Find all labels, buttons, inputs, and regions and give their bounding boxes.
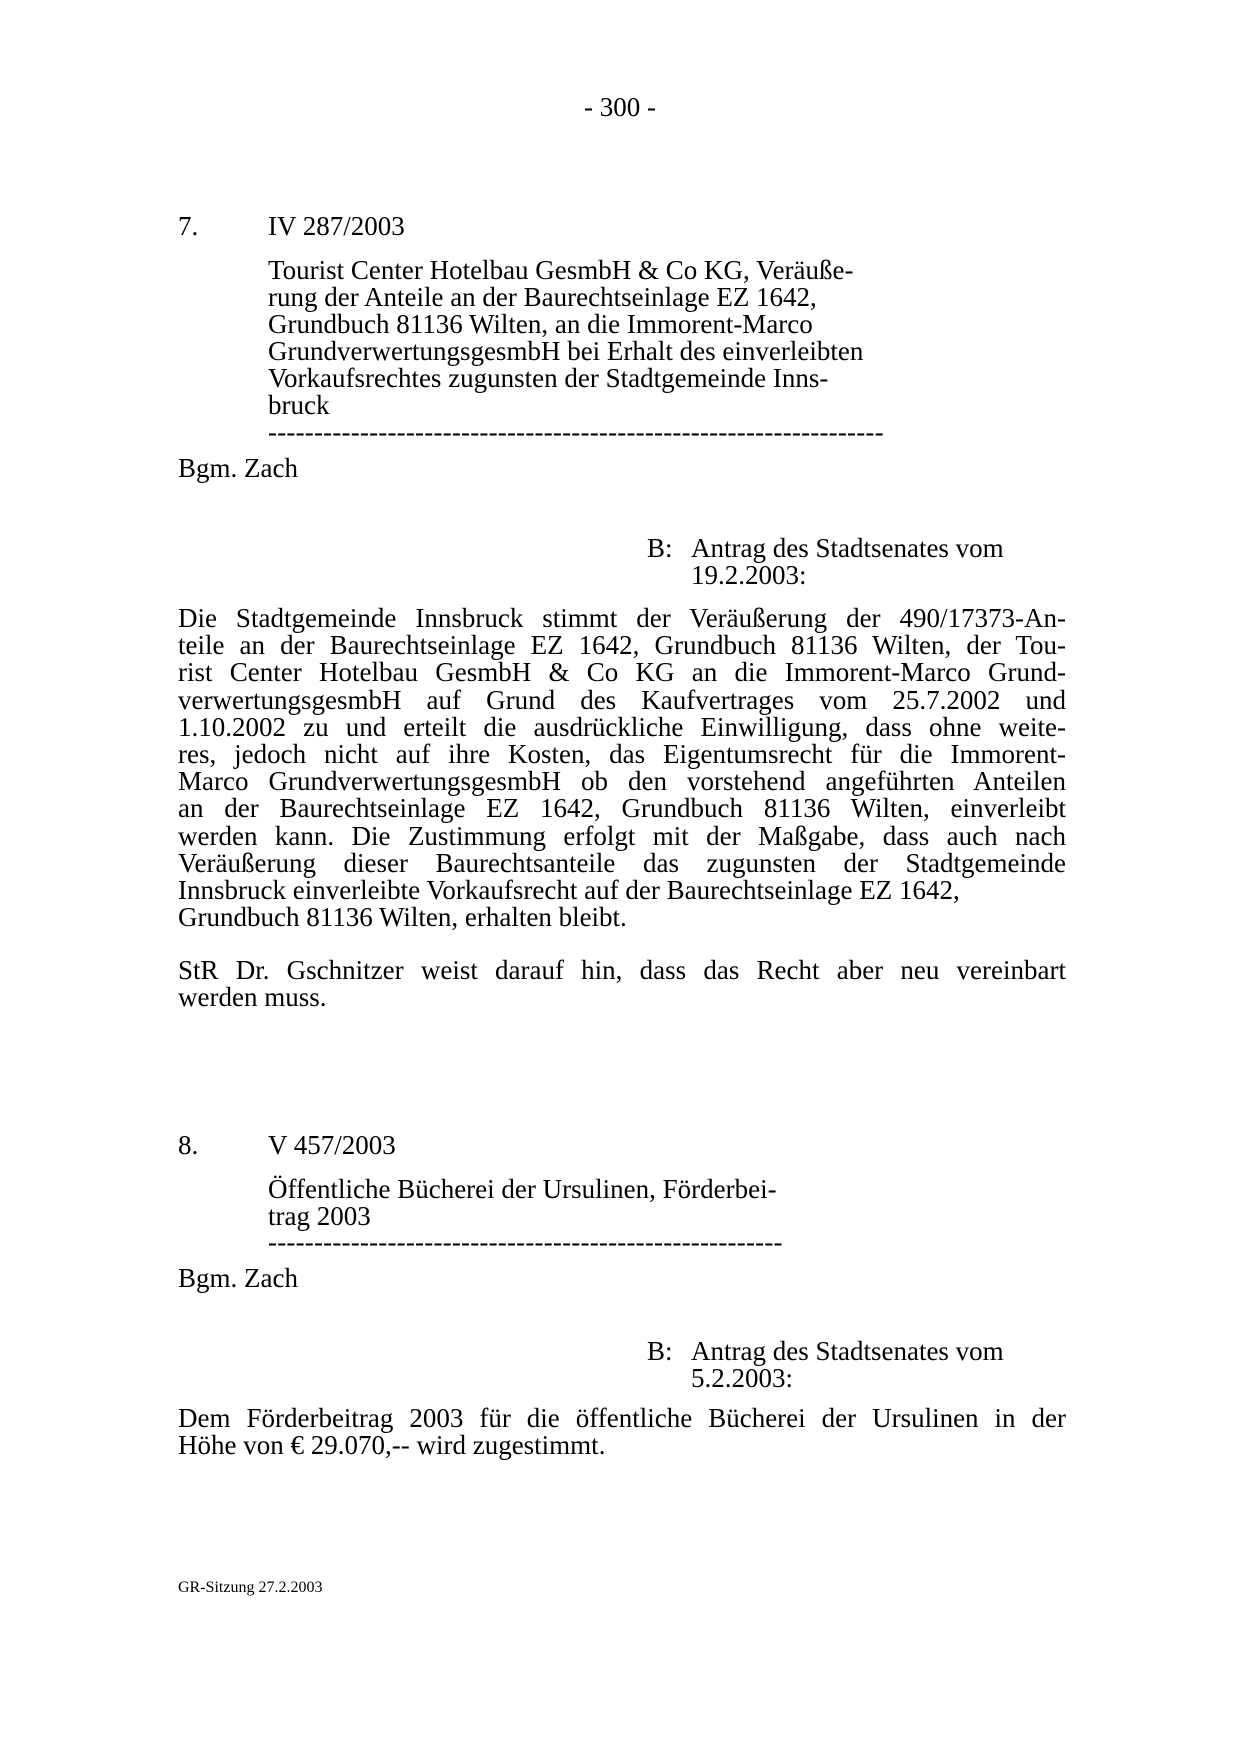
note-text: [178, 957, 1066, 1011]
item-number: 8.: [178, 1130, 199, 1160]
resolution-line: rist Center Hotelbau GesmbH & Co KG an die Immorent-Marco Grund-: [178, 657, 1066, 688]
proposal-heading: [647, 1338, 1004, 1392]
resolution-line: Innsbruck einverleibte Vorkaufsrecht auf der Baurechtseinlage EZ 1642,: [178, 874, 960, 905]
proposal-date: 5.2.2003:: [691, 1363, 794, 1393]
subject-line: Tourist Center Hotelbau GesmbH & Co KG, Veräuße-: [268, 255, 854, 285]
resolution-line: 1.10.2002 zu und erteilt die ausdrückliche Einwilligung, dass ohne weite-: [178, 711, 1066, 742]
speaker: Bgm. Zach: [178, 1263, 298, 1293]
subject-line: Öffentliche Bücherei der Ursulinen, Förderbei-: [268, 1174, 777, 1204]
item-subject: [268, 1176, 777, 1230]
proposal-text: Antrag des Stadtsenates vom: [691, 1336, 1004, 1366]
resolution-line: Die Stadtgemeinde Innsbruck stimmt der Veräußerung der 490/17373-An-: [178, 603, 1066, 633]
resolution-line: Marco GrundverwertungsgesmbH ob den vorstehend angeführten Anteilen: [178, 766, 1066, 797]
page-footer: GR-Sitzung 27.2.2003: [178, 1579, 323, 1596]
resolution-line: verwertungsgesmbH auf Grund des Kaufvertrages vom 25.7.2002 und: [178, 684, 1066, 715]
separator-rule: --------------------------------------------------------: [268, 1227, 783, 1257]
subject-line: Vorkaufsrechtes zugunsten der Stadtgemeinde Inns-: [268, 363, 829, 393]
proposal-label: B:: [647, 1336, 673, 1366]
subject-line: rung der Anteile an der Baurechtseinlage EZ 1642,: [268, 282, 817, 312]
proposal-label: B:: [647, 533, 673, 563]
resolution-line: Veräußerung dieser Baurechtsanteile das zugunsten der Stadtgemeinde: [178, 847, 1066, 878]
proposal-date: 19.2.2003:: [691, 560, 807, 590]
resolution-line: Dem Förderbeitrag 2003 für die öffentliche Bücherei der Ursulinen in der: [178, 1403, 1066, 1433]
speaker: Bgm. Zach: [178, 453, 298, 483]
resolution-line: werden kann. Die Zustimmung erfolgt mit der Maßgabe, dass auch nach: [178, 820, 1066, 851]
item-subject: [268, 257, 863, 419]
note-line: werden muss.: [178, 982, 327, 1013]
resolution-text: [178, 1405, 1066, 1459]
proposal-text: Antrag des Stadtsenates vom: [691, 533, 1004, 563]
subject-line: bruck: [268, 390, 330, 420]
item-reference: IV 287/2003: [268, 211, 405, 241]
resolution-line: Höhe von € 29.070,-- wird zugestimmt.: [178, 1430, 606, 1461]
resolution-line: Grundbuch 81136 Wilten, erhalten bleibt.: [178, 902, 627, 933]
subject-line: Grundbuch 81136 Wilten, an die Immorent-Marco: [268, 309, 813, 339]
resolution-line: teile an der Baurechtseinlage EZ 1642, Grundbuch 81136 Wilten, der Tou-: [178, 630, 1066, 661]
item-number: 7.: [178, 211, 199, 241]
resolution-line: an der Baurechtseinlage EZ 1642, Grundbuch 81136 Wilten, einverleibt: [178, 793, 1066, 824]
proposal-heading: [647, 535, 1004, 589]
page-number: - 300 -: [584, 92, 656, 122]
separator-rule: -------------------------------------------------------------------: [268, 417, 884, 447]
subject-line: GrundverwertungsgesmbH bei Erhalt des einverleibten: [268, 336, 864, 366]
resolution-text: [178, 605, 1066, 931]
resolution-line: res, jedoch nicht auf ihre Kosten, das Eigentumsrecht für die Immorent-: [178, 738, 1066, 769]
note-line: StR Dr. Gschnitzer weist darauf hin, dass das Recht aber neu vereinbart: [178, 955, 1066, 985]
subject-line: trag 2003: [268, 1201, 371, 1231]
item-reference: V 457/2003: [268, 1130, 396, 1160]
